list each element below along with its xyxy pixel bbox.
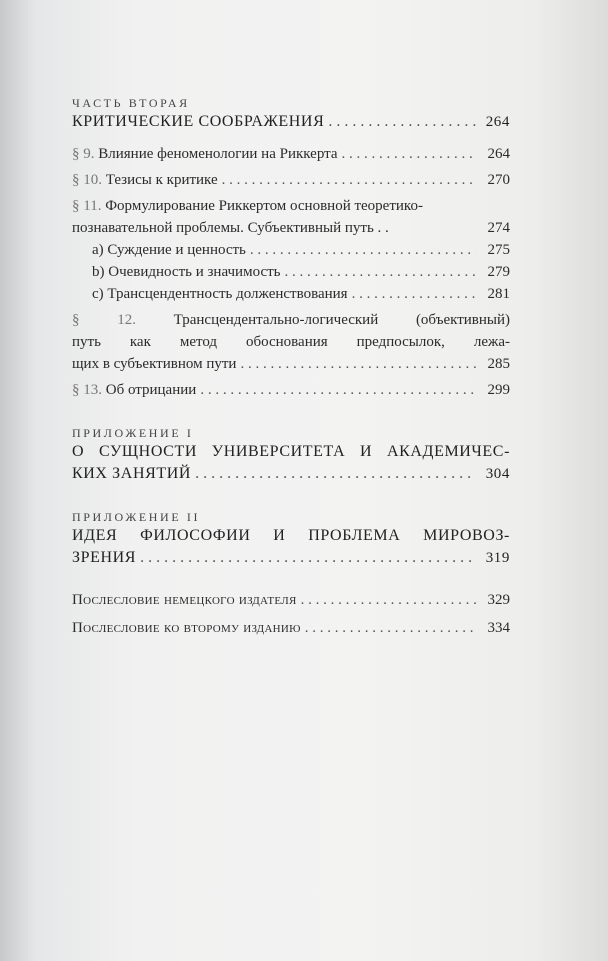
page-number: 285 bbox=[487, 356, 510, 372]
dot-leader bbox=[328, 111, 476, 133]
entry-title-line2: познавательной проблемы. Субъективный путь . . bbox=[72, 220, 389, 236]
appendix1-kicker: ПРИЛОЖЕНИЕ I bbox=[72, 426, 194, 440]
page-number: 329 bbox=[487, 592, 510, 608]
toc-subentry-a bbox=[72, 239, 510, 261]
page-number: 319 bbox=[485, 550, 510, 566]
entry-title-line2: путь как метод обоснования предпосылок, лежа- bbox=[72, 334, 510, 350]
toc-entry-s9 bbox=[72, 143, 510, 165]
page-number: 275 bbox=[487, 242, 510, 258]
dot-leader bbox=[285, 261, 476, 283]
section-mark: § 9. bbox=[72, 146, 95, 162]
page-number: 270 bbox=[487, 172, 510, 188]
part-title-row bbox=[72, 111, 510, 133]
appendix2-title-line2: ЗРЕНИЯ bbox=[72, 549, 137, 566]
dot-leader bbox=[250, 239, 476, 261]
appendix2-title-row bbox=[72, 547, 510, 569]
toc-afterword-1 bbox=[72, 589, 510, 611]
toc-entry-s10 bbox=[72, 169, 510, 191]
page-number: 334 bbox=[487, 620, 510, 636]
appendix1-title-line2: КИХ ЗАНЯТИЙ bbox=[72, 465, 192, 482]
dot-leader bbox=[342, 143, 476, 165]
subentry-title: c) Трансцендентность долженствования bbox=[92, 286, 348, 302]
dot-leader bbox=[200, 379, 476, 401]
appendix1-title-row bbox=[72, 463, 510, 485]
entry-title: Об отрицании bbox=[102, 382, 197, 398]
appendix2-title-line1: ИДЕЯ ФИЛОСОФИИ И ПРОБЛЕМА МИРОВОЗ- bbox=[72, 527, 510, 544]
entry-title-line3: щих в субъективном пути bbox=[72, 356, 237, 372]
page-number: 279 bbox=[487, 264, 510, 280]
page-number: 274 bbox=[487, 220, 510, 236]
dot-leader bbox=[195, 463, 476, 485]
page-number: 299 bbox=[487, 382, 510, 398]
toc-afterword-2 bbox=[72, 617, 510, 639]
page-number: 304 bbox=[485, 466, 510, 482]
toc-subentry-c bbox=[72, 283, 510, 305]
part-kicker: ЧАСТЬ ВТОРАЯ bbox=[72, 96, 190, 110]
entry-title-line1: Трансцендентально-логический (объективный) bbox=[135, 312, 510, 328]
dot-leader bbox=[301, 589, 476, 611]
page-number: 281 bbox=[487, 286, 510, 302]
entry-title-line1: Формулирование Риккертом основной теоретико- bbox=[101, 198, 423, 214]
section-mark: § 13. bbox=[72, 382, 102, 398]
dot-leader bbox=[305, 617, 476, 639]
toc-entry-s11 bbox=[72, 195, 510, 239]
section-mark: § 10. bbox=[72, 172, 102, 188]
section-mark: § 11. bbox=[72, 198, 102, 214]
afterword-title: Послесловие ко второму изданию bbox=[72, 620, 301, 636]
page-number: 264 bbox=[487, 146, 510, 162]
table-of-contents bbox=[72, 95, 510, 639]
toc-entry-s12 bbox=[72, 309, 510, 375]
part-title: КРИТИЧЕСКИЕ СООБРАЖЕНИЯ bbox=[72, 113, 325, 130]
page-number: 264 bbox=[485, 114, 510, 130]
subentry-title: a) Суждение и ценность bbox=[92, 242, 246, 258]
toc-subentry-b bbox=[72, 261, 510, 283]
dot-leader bbox=[352, 283, 476, 305]
dot-leader bbox=[222, 169, 476, 191]
subentry-title: b) Очевидность и значимость bbox=[92, 264, 281, 280]
entry-title: Влияние феноменологии на Риккерта bbox=[94, 146, 338, 162]
toc-entry-s13 bbox=[72, 379, 510, 401]
afterword-title: Послесловие немецкого издателя bbox=[72, 592, 297, 608]
section-mark: § 12. bbox=[72, 312, 136, 328]
entry-title: Тезисы к критике bbox=[102, 172, 218, 188]
dot-leader bbox=[140, 547, 476, 569]
appendix1-title-line1: О СУЩНОСТИ УНИВЕРСИТЕТА И АКАДЕМИЧЕС- bbox=[72, 443, 510, 460]
dot-leader bbox=[240, 353, 476, 375]
appendix2-kicker: ПРИЛОЖЕНИЕ II bbox=[72, 510, 201, 524]
